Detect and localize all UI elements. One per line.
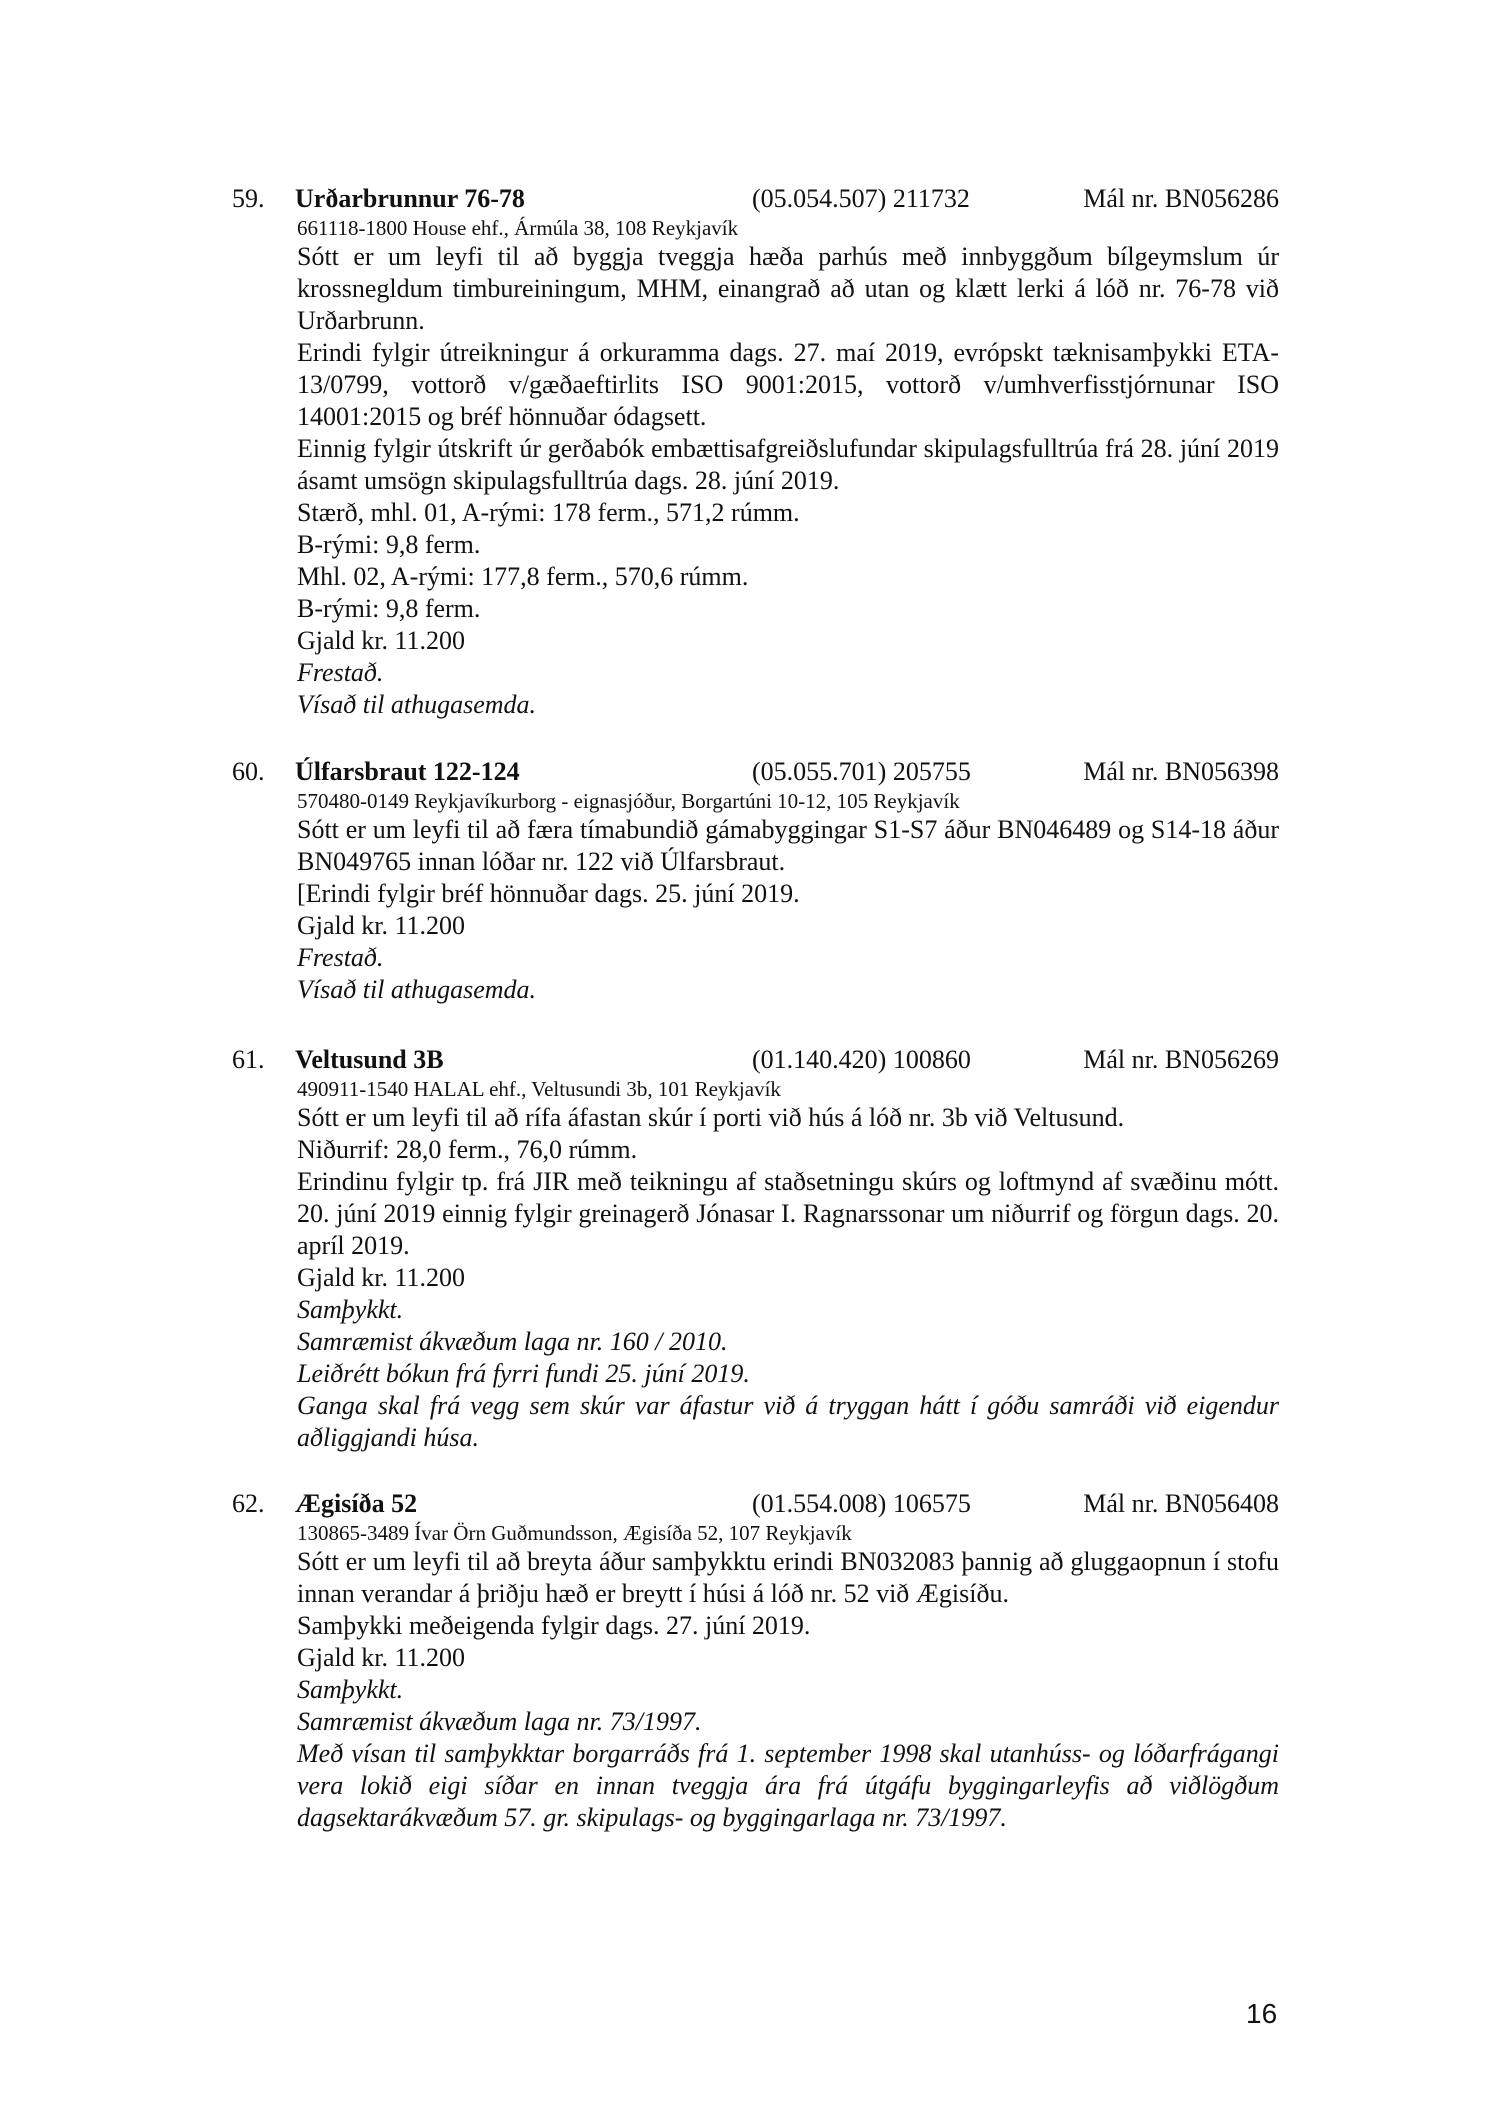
fee: Gjald kr. 11.200: [297, 911, 466, 940]
case-header: [232, 1044, 1279, 1076]
case-number: 60.: [232, 757, 265, 786]
decision: Vísað til athugasemda.: [297, 690, 537, 719]
applicant: 490911-1540 HALAL ehf., Veltusundi 3b, 101 Reykjavík: [297, 1077, 781, 1101]
fee: Gjald kr. 11.200: [297, 1263, 466, 1292]
decision: Ganga skal frá vegg sem skúr var áfastur við á tryggan hátt í góðu samráði við eigendur aðliggjandi húsa.: [297, 1391, 1279, 1452]
applicant: 570480-0149 Reykjavíkurborg - eignasjóður, Borgartúni 10-12, 105 Reykjavík: [297, 789, 960, 813]
attachments-text: Erindinu fylgir tp. frá JIR með teikningu af staðsetningu skúrs og loftmynd af svæðinu mótt. 20. júní 2019 einnig fylgir greinagerð Jónasar I. Ragnarssonar um niðurrif og förgun dags. 20. apríl 2019.: [297, 1167, 1279, 1260]
case-60: [232, 756, 1279, 1006]
decision: Samþykkt.: [297, 1295, 404, 1324]
attachments-text: Samþykki meðeigenda fylgir dags. 27. júní 2019.: [297, 1611, 811, 1640]
application-text: Sótt er um leyfi til að byggja tveggja hæða parhús með innbyggðum bílgeymslum úr krossnegldum timbureiningum, MHM, einangrað að utan og klætt lerki á lóð nr. 76-78 við Urðarbrunn.: [297, 242, 1279, 335]
fee: Gjald kr. 11.200: [297, 626, 466, 655]
attachments-text: [Erindi fylgir bréf hönnuðar dags. 25. júní 2019.: [297, 879, 800, 908]
case-address: Úlfarsbraut 122-124: [295, 757, 520, 786]
decision: Frestað.: [297, 658, 384, 687]
case-id: Mál nr. BN056398: [1083, 757, 1279, 786]
attachments-text: Einnig fylgir útskrift úr gerðabók embættisafgreiðslufundar skipulagsfulltrúa frá 28. júní 2019 ásamt umsögn skipulagsfulltrúa dags. 28. júní 2019.: [297, 434, 1279, 495]
size-line: B-rými: 9,8 ferm.: [297, 530, 481, 559]
applicant: 130865-3489 Ívar Örn Guðmundsson, Ægisíða 52, 107 Reykjavík: [297, 1521, 852, 1545]
fee: Gjald kr. 11.200: [297, 1643, 466, 1672]
case-61: [232, 1044, 1279, 1454]
case-address: Veltusund 3B: [295, 1045, 444, 1074]
case-address: Ægisíða 52: [295, 1489, 418, 1518]
size-line: Mhl. 02, A-rými: 177,8 ferm., 570,6 rúmm.: [297, 562, 749, 591]
case-id: Mál nr. BN056408: [1083, 1489, 1279, 1518]
case-number: 61.: [232, 1045, 265, 1074]
applicant: 661118-1800 House ehf., Ármúla 38, 108 Reykjavík: [297, 216, 739, 240]
case-62: [232, 1488, 1279, 1834]
case-header: [232, 183, 1279, 215]
case-id: Mál nr. BN056286: [1083, 184, 1279, 213]
size-line: Stærð, mhl. 01, A-rými: 178 ferm., 571,2 rúmm.: [297, 498, 800, 527]
case-header: [232, 1488, 1279, 1520]
case-header: [232, 756, 1279, 788]
property-reference: (01.554.008) 106575: [752, 1489, 971, 1518]
decision: Samræmist ákvæðum laga nr. 73/1997.: [297, 1707, 702, 1736]
application-text: Sótt er um leyfi til að rífa áfastan skúr í porti við hús á lóð nr. 3b við Veltusund.: [297, 1103, 1125, 1132]
attachments-text: Erindi fylgir útreikningur á orkuramma dags. 27. maí 2019, evrópskt tæknisamþykki ETA-13/0799, vottorð v/gæðaeftirlits ISO 9001:2015, vottorð v/umhverfisstjórnunar ISO 14001:2015 og bréf hönnuðar ódagsett.: [297, 338, 1279, 431]
decision: Frestað.: [297, 943, 384, 972]
property-reference: (01.140.420) 100860: [752, 1045, 971, 1074]
property-reference: (05.055.701) 205755: [752, 757, 971, 786]
application-text: Sótt er um leyfi til að færa tímabundið gámabyggingar S1-S7 áður BN046489 og S14-18 áður BN049765 innan lóðar nr. 122 við Úlfarsbraut.: [297, 815, 1279, 876]
case-59: [232, 183, 1279, 721]
size-line: Niðurrif: 28,0 ferm., 76,0 rúmm.: [297, 1135, 638, 1164]
case-address: Urðarbrunnur 76-78: [295, 184, 525, 213]
decision: Leiðrétt bókun frá fyrri fundi 25. júní 2019.: [297, 1359, 750, 1388]
page-number: 16: [1246, 1998, 1278, 2029]
case-number: 59.: [232, 184, 265, 213]
application-text: Sótt er um leyfi til að breyta áður samþykktu erindi BN032083 þannig að gluggaopnun í stofu innan verandar á þriðju hæð er breytt í húsi á lóð nr. 52 við Ægisíðu.: [297, 1547, 1279, 1608]
case-number: 62.: [232, 1489, 265, 1518]
decision: Samþykkt.: [297, 1675, 404, 1704]
decision: Vísað til athugasemda.: [297, 975, 537, 1004]
decision: Samræmist ákvæðum laga nr. 160 / 2010.: [297, 1327, 728, 1356]
decision: Með vísan til samþykktar borgarráðs frá 1. september 1998 skal utanhúss- og lóðarfrágangi vera lokið eigi síðar en innan tveggja ára frá útgáfu byggingarleyfis að viðlögðum dagsektarákvæðum 57. gr. skipulags- og byggingarlaga nr. 73/1997.: [297, 1739, 1279, 1832]
case-id: Mál nr. BN056269: [1083, 1045, 1279, 1074]
size-line: B-rými: 9,8 ferm.: [297, 594, 481, 623]
property-reference: (05.054.507) 211732: [752, 184, 970, 213]
